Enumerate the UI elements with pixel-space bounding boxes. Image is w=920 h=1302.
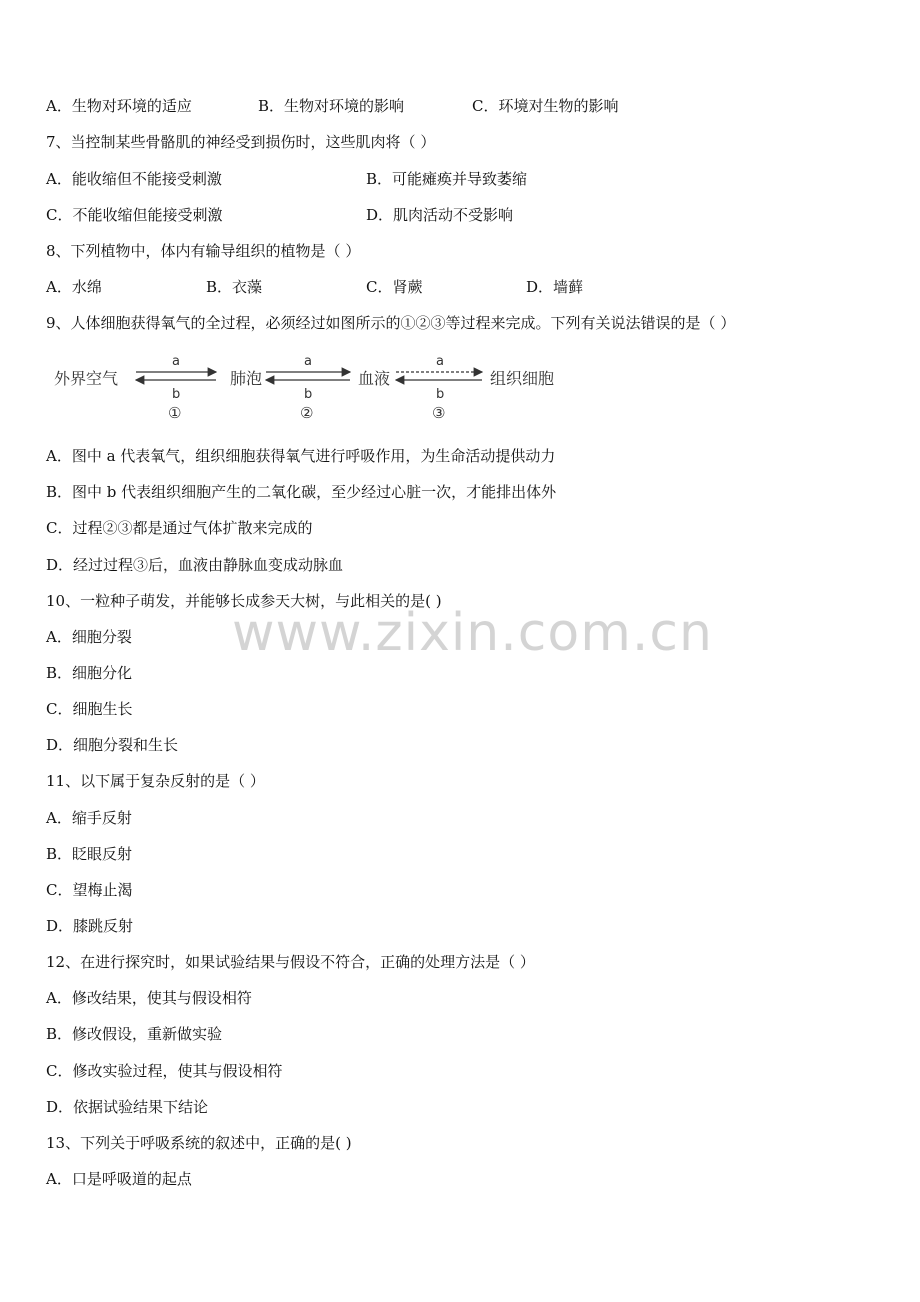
q7-option-d: D．肌肉活动不受影响 — [366, 206, 514, 224]
q11-option-b: B．眨眼反射 — [46, 845, 133, 863]
q11-option-c: C．望梅止渴 — [46, 881, 133, 899]
node-outside-air: 外界空气 — [54, 369, 119, 388]
q10-option-a: A．细胞分裂 — [46, 628, 132, 646]
q9-option-c: C．过程②③都是通过气体扩散来完成的 — [46, 519, 313, 537]
q11-option-a: A．缩手反射 — [46, 809, 132, 827]
label-b-2: b — [304, 387, 313, 402]
q11-option-d: D．膝跳反射 — [46, 917, 134, 935]
q8-option-c: C．肾蕨 — [366, 278, 423, 296]
q6-option-b: B．生物对环境的影响 — [258, 97, 405, 115]
q12-option-a: A．修改结果，使其与假设相符 — [46, 989, 252, 1007]
label-b-1: b — [172, 387, 181, 402]
q12-stem: 12、在进行探究时，如果试验结果与假设不符合，正确的处理方法是（ ） — [46, 953, 535, 971]
q7-option-a: A．能收缩但不能接受刺激 — [46, 170, 222, 188]
q9-option-d: D．经过过程③后，血液由静脉血变成动脉血 — [46, 556, 344, 574]
q8-option-a: A．水绵 — [46, 278, 102, 296]
label-b-3: b — [436, 387, 445, 402]
q8-option-b: B．衣藻 — [206, 278, 263, 296]
step-3: ③ — [432, 404, 446, 422]
step-2: ② — [300, 404, 314, 422]
q13-stem: 13、下列关于呼吸系统的叙述中，正确的是( ) — [46, 1134, 352, 1152]
q8-stem: 8、下列植物中，体内有输导组织的植物是（ ） — [46, 242, 361, 260]
q10-stem: 10、一粒种子萌发，并能够长成参天大树，与此相关的是( ) — [46, 592, 442, 610]
watermark: www.zixin.com.cn — [232, 603, 713, 663]
q6-option-c: C．环境对生物的影响 — [472, 97, 619, 115]
q10-option-b: B．细胞分化 — [46, 664, 133, 682]
q6-option-a: A．生物对环境的适应 — [46, 97, 192, 115]
q13-option-a: A．口是呼吸道的起点 — [46, 1170, 192, 1188]
q8-option-d: D．墙藓 — [526, 278, 584, 296]
gas-exchange-diagram — [50, 350, 570, 430]
step-1: ① — [168, 404, 182, 422]
q9-option-b: B．图中 b 代表组织细胞产生的二氧化碳，至少经过心脏一次，才能排出体外 — [46, 483, 557, 501]
q12-option-c: C．修改实验过程，使其与假设相符 — [46, 1062, 283, 1080]
label-a-1: a — [172, 354, 180, 369]
label-a-3: a — [436, 354, 444, 369]
node-blood: 血液 — [358, 369, 391, 388]
label-a-2: a — [304, 354, 312, 369]
node-alveoli: 肺泡 — [230, 369, 263, 388]
q7-stem: 7、当控制某些骨骼肌的神经受到损伤时，这些肌肉将（ ） — [46, 133, 436, 151]
q10-option-c: C．细胞生长 — [46, 700, 133, 718]
node-tissue-cells: 组织细胞 — [490, 369, 555, 388]
q9-stem: 9、人体细胞获得氧气的全过程，必须经过如图所示的①②③等过程来完成。下列有关说法错误的是（ ） — [46, 314, 736, 332]
q7-option-b: B．可能瘫痪并导致萎缩 — [366, 170, 528, 188]
q9-option-a: A．图中 a 代表氧气，组织细胞获得氧气进行呼吸作用，为生命活动提供动力 — [46, 447, 556, 465]
q10-option-d: D．细胞分裂和生长 — [46, 736, 179, 754]
q11-stem: 11、以下属于复杂反射的是（ ） — [46, 772, 265, 790]
q12-option-b: B．修改假设，重新做实验 — [46, 1025, 223, 1043]
q7-option-c: C．不能收缩但能接受刺激 — [46, 206, 223, 224]
q12-option-d: D．依据试验结果下结论 — [46, 1098, 209, 1116]
